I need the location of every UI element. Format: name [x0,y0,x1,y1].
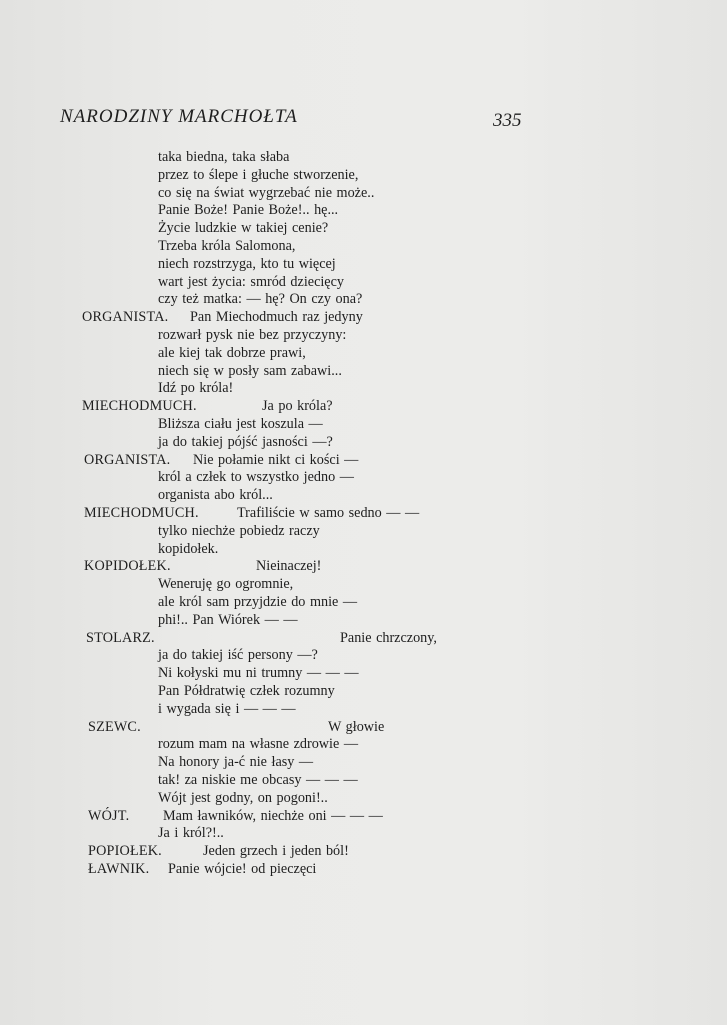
line-text: Panie Boże! Panie Boże!.. hę... [158,202,339,219]
speaker-name: STOLARZ. [86,629,155,646]
line-text: phi!.. Pan Wiórek — — [158,611,298,628]
page-number: 335 [493,110,522,131]
line-text: co się na świat wygrzebać nie może.. [158,184,375,201]
speaker-name: POPIOŁEK. [88,843,162,860]
line-text: niech rozstrzyga, kto tu więcej [158,255,336,272]
speaker-name: ORGANISTA. [82,309,169,326]
line-text: Panie wójcie! od pieczęci [168,861,317,877]
line-text: Ja i król?!.. [158,825,224,842]
line-text: Na honory ja-ć nie łasy — [158,754,314,771]
line-text: Ja po króla? [262,398,333,415]
line-text: Wójt jest godny, on pogoni!.. [158,789,328,806]
line-text: Idź po króla! [158,380,234,397]
speaker-name: SZEWC. [88,718,141,735]
line-text: rozum mam na własne zdrowie — [158,736,359,753]
line-text: Ni kołyski mu ni trumny — — — [158,665,359,682]
line-text: król a człek to wszystko jedno — [158,469,354,486]
line-text: Panie chrzczony, [340,629,437,646]
line-text: niech się w posły sam zabawi... [158,362,342,379]
speaker-name: MIECHODMUCH. [82,398,197,415]
line-text: Pan Półdratwię człek rozumny [158,683,335,699]
line-text: Bliższa ciału jest koszula — [158,416,323,432]
line-text: W głowie [328,718,385,735]
line-text: Weneruję go ogromnie, [158,576,294,593]
line-text: Jeden grzech i jeden ból! [203,843,349,860]
line-text: Pan Miechodmuch raz jedyny [190,309,363,326]
line-text: tak! za niskie me obcasy — — — [158,772,358,788]
speaker-name: KOPIDOŁEK. [84,558,171,575]
line-text: i wygada się i — — — [158,700,296,717]
line-text: tylko niechże pobiedz raczy [158,522,320,539]
line-text: Trzeba króla Salomona, [158,238,296,254]
speaker-name: WÓJT. [88,807,130,824]
speaker-name: MIECHODMUCH. [84,505,199,521]
line-text: przez to ślepe i głuche stworzenie, [158,166,359,183]
line-text: Nie połamie nikt ci kości — [193,451,359,468]
line-text: ale król sam przyjdzie do mnie — [158,594,358,610]
line-text: wart jest życia: smród dziecięcy [158,273,344,290]
line-text: Mam ławników, niechże oni — — — [163,807,383,824]
line-text: ja do takiej pójść jasności —? [158,433,333,450]
line-text: taka biedna, taka słaba [158,149,290,165]
line-text: ale kiej tak dobrze prawi, [158,344,306,361]
line-text: czy też matka: — hę? On czy ona? [158,291,363,308]
line-text: ja do takiej iść persony —? [158,647,318,664]
line-text: Nieinaczej! [256,558,322,575]
line-text: rozwarł pysk nie bez przyczyny: [158,327,347,343]
line-text: Życie ludzkie w takiej cenie? [158,220,329,237]
running-header-title: NARODZINY MARCHOŁTA [60,106,298,127]
line-text: kopidołek. [158,540,219,557]
speaker-name: ŁAWNIK. [88,861,150,877]
speaker-name: ORGANISTA. [84,451,171,468]
line-text: Trafiliście w samo sedno — — [237,505,420,521]
line-text: organista abo król... [158,487,273,504]
